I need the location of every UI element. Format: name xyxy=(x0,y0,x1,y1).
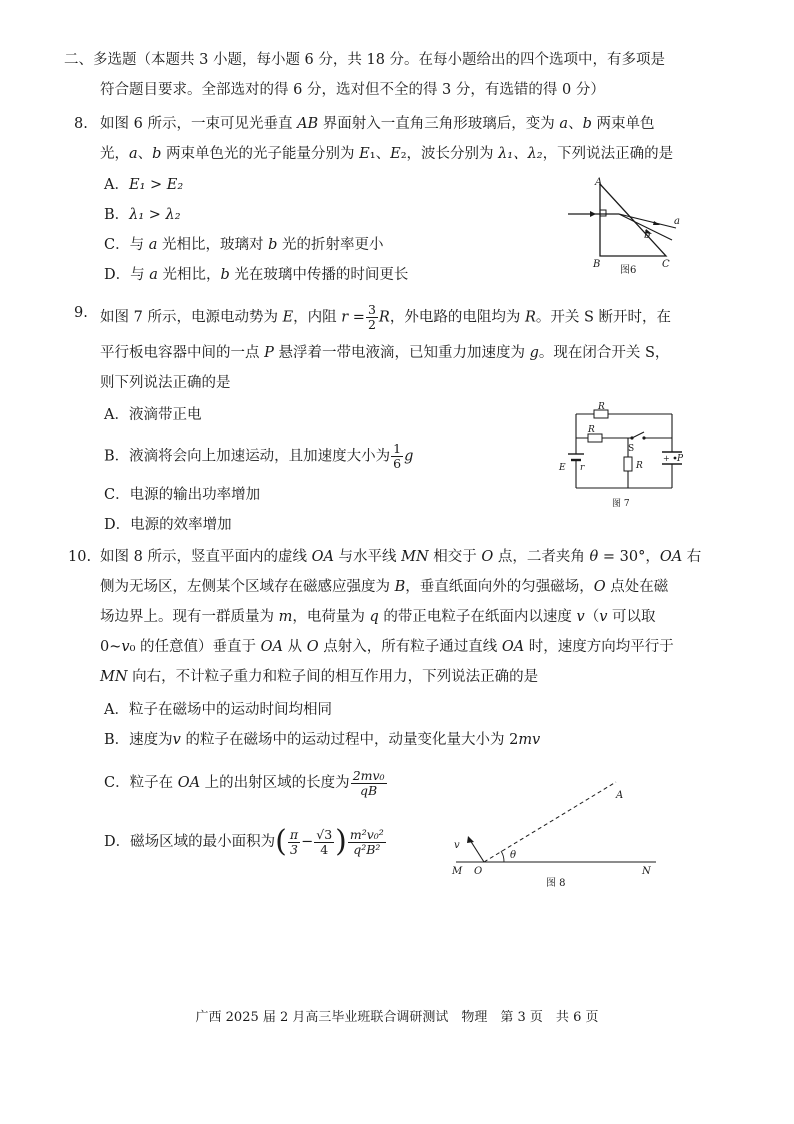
q10-option-a: A．粒子在磁场中的运动时间均相同 xyxy=(104,702,332,718)
label-C: C xyxy=(662,259,670,270)
q10-stem-line5: MN 向右，不计粒子重力和粒子间的相互作用力，下列说法正确的是 xyxy=(100,669,539,685)
velocity-arrow-icon xyxy=(467,836,474,843)
q9-stem-line3: 则下列说法正确的是 xyxy=(100,375,231,391)
prism-triangle xyxy=(600,184,666,256)
section-header-line2: 符合题目要求。全部选对的得 6 分，选对但不全的得 3 分，有选错的得 0 分） xyxy=(100,82,605,98)
figure-8-caption: 图 8 xyxy=(546,878,566,889)
q9-option-d: D．电源的效率增加 xyxy=(104,517,232,533)
label-A: A xyxy=(595,177,603,188)
q8-option-a: A．E₁ > E₂ xyxy=(104,177,184,193)
figure-8 xyxy=(446,770,666,890)
figure-6-prism xyxy=(560,172,690,282)
svg-text:R: R xyxy=(588,425,595,435)
right-angle-mark xyxy=(600,210,606,216)
fraction-m2v02-q2B2: $\frac{\text{m²v₀²}}{\text{q²B²}}$ xyxy=(349,826,384,857)
label-a: a xyxy=(674,216,680,227)
q8-option-c: C．与 a 光相比，玻璃对 b 光的折射率更小 xyxy=(104,237,384,253)
fraction-1-6: $\frac{1}{6}$ xyxy=(393,441,402,471)
q9-stem-line2: 平行板电容器中间的一点 P 悬浮着一带电液滴，已知重力加速度为 g。现在闭合开关 S， xyxy=(100,345,670,361)
svg-text:R: R xyxy=(598,402,605,412)
velocity-vector xyxy=(470,840,484,862)
svg-text:v: v xyxy=(454,840,460,851)
q10-option-c: C．粒子在 OA 上的出射区域的长度为 $\frac{\text{2mv₀}}{qB}$ xyxy=(104,767,385,798)
q10-stem-line2: 侧为无场区，左侧某个区域存在磁感应强度为 B，垂直纸面向外的匀强磁场，O 点处在磁 xyxy=(100,579,669,595)
q10-option-d: D．磁场区域的最小面积为( $\frac{\pi}{3}$ − $\frac{√3}{4}$ ) $\frac{\text{m²v₀²}}{\text{q²B²}}$ xyxy=(104,824,384,859)
svg-text:r: r xyxy=(580,463,585,473)
svg-text:A: A xyxy=(616,790,624,801)
q9-stem-line1: 如图 7 所示，电源电动势为 E，内阻 r = $\frac{3}{2}$ R，外电路的电阻均为 R。开关 S 断开时，在 xyxy=(100,302,672,332)
line-oa xyxy=(484,782,616,862)
svg-text:M: M xyxy=(452,866,463,877)
q8-option-d: D．与 a 光相比，b 光在玻璃中传播的时间更长 xyxy=(104,267,409,283)
svg-text:θ: θ xyxy=(510,850,517,861)
fraction-2mv0-qB: $\frac{\text{2mv₀}}{qB}$ xyxy=(352,767,385,798)
svg-text:E: E xyxy=(559,463,566,473)
figure-7-circuit xyxy=(556,402,686,514)
svg-text:O: O xyxy=(474,866,483,877)
q9-option-a: A．液滴带正电 xyxy=(104,407,202,423)
q9-number: 9. xyxy=(74,305,88,321)
figure-6-caption: 图6 xyxy=(620,265,637,276)
svg-text:+: + xyxy=(663,454,670,463)
ray-a xyxy=(619,214,676,228)
svg-text:S: S xyxy=(628,444,635,454)
q10-number: 10. xyxy=(68,549,92,565)
q9-option-c: C．电源的输出功率增加 xyxy=(104,487,261,503)
svg-text:N: N xyxy=(642,866,651,877)
q10-option-b: B．速度为v 的粒子在磁场中的运动过程中，动量变化量大小为 2mv xyxy=(104,732,541,748)
page-footer: 广西 2025 届 2 月高三毕业班联合调研测试 物理 第 3 页 共 6 页 xyxy=(195,1010,599,1025)
droplet-p xyxy=(674,457,677,460)
q10-stem-line1: 如图 8 所示，竖直平面内的虚线 OA 与水平线 MN 相交于 O 点，二者夹角 θ = 30°，OA 右 xyxy=(100,549,702,565)
q8-stem-line2: 光，a、b 两束单色光的光子能量分别为 E₁、E₂，波长分别为 λ₁、λ₂，下列说法正确的是 xyxy=(100,146,674,162)
svg-text:P: P xyxy=(677,454,684,464)
switch-s xyxy=(632,432,644,438)
ray-a-arrow-icon xyxy=(653,221,660,225)
label-b: b xyxy=(644,230,651,241)
q8-stem-line1: 如图 6 所示，一束可见光垂直 AB 界面射入一直角三角形玻璃后，变为 a、b 两束单色 xyxy=(100,116,655,132)
resistor-vertical xyxy=(624,457,632,471)
q9-option-b: B．液滴将会向上加速运动，且加速度大小为 $\frac{1}{6}$ g xyxy=(104,441,414,471)
q10-stem-line4: 0~v₀ 的任意值）垂直于 OA 从 O 点射入，所有粒子通过直线 OA 时，速度方向均平行于 xyxy=(100,639,674,655)
svg-text:R: R xyxy=(636,461,643,471)
fraction-3-2: $\frac{3}{2}$ xyxy=(367,302,376,332)
incident-arrow-icon xyxy=(590,211,596,217)
q8-option-b: B．λ₁ > λ₂ xyxy=(104,207,181,223)
angle-arc xyxy=(501,851,504,862)
figure-7-caption: 图 7 xyxy=(612,499,630,509)
section-header-line1: 二、多选题（本题共 3 小题，每小题 6 分，共 18 分。在每小题给出的四个选项中，有多项是 xyxy=(64,52,666,68)
resistor-middle xyxy=(588,434,602,442)
q8-number: 8. xyxy=(74,116,88,132)
q10-stem-line3: 场边界上。现有一群质量为 m，电荷量为 q 的带正电粒子在纸面内以速度 v（v 可以取 xyxy=(100,609,656,625)
label-B: B xyxy=(593,259,601,270)
